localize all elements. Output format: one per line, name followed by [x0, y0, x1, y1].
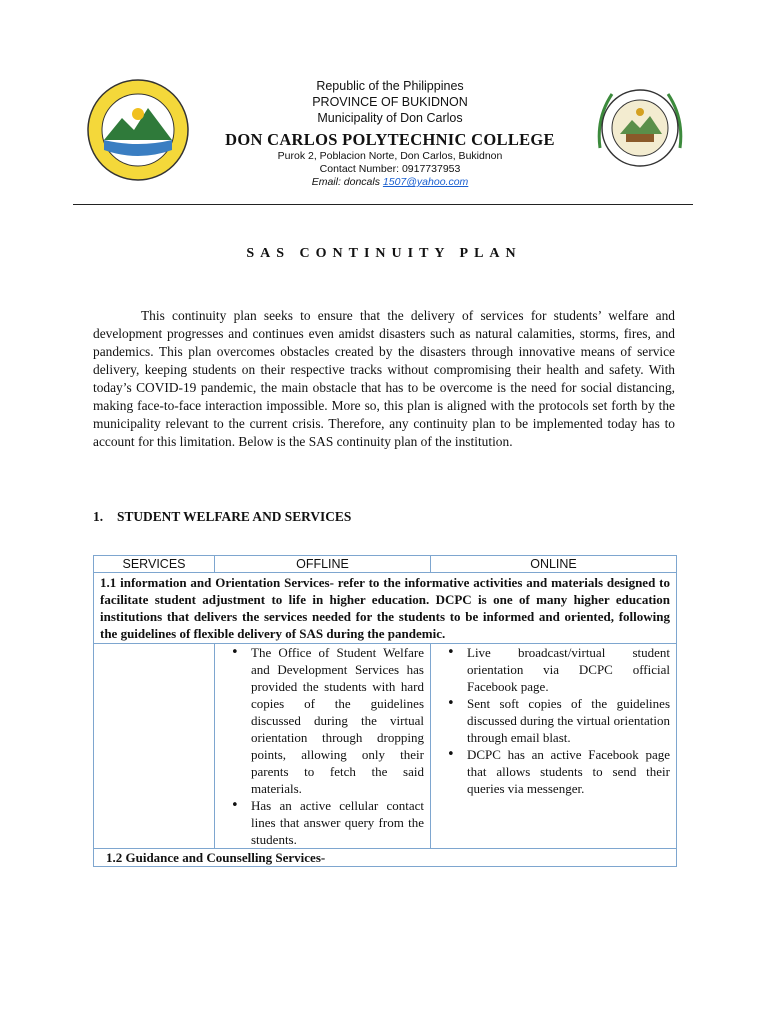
- municipality-line: Municipality of Don Carlos: [317, 111, 463, 125]
- list-item: • DCPC has an active Facebook page that allows students to send their queries via messenger.: [437, 746, 670, 797]
- document-title: SAS CONTINUITY PLAN: [246, 246, 522, 261]
- address-line: Purok 2, Poblacion Norte, Don Carlos, Bukidnon: [277, 150, 503, 162]
- table-header-row: [94, 556, 677, 573]
- country-line: Republic of the Philippines: [316, 79, 464, 93]
- email-link[interactable]: 1507@yahoo.com: [382, 176, 469, 188]
- contact-line: Contact Number: 0917737953: [319, 163, 461, 175]
- offline-cell: [215, 644, 431, 849]
- guidance-heading: 1.2 Guidance and Counselling Services-: [106, 850, 326, 865]
- table-row: [94, 644, 677, 849]
- header-services: SERVICES: [94, 556, 215, 573]
- list-item: • The Office of Student Welfare and Development Services has provided the students with hard copies of the guidelines discussed during the virtual orientation through dropping points, allowing only their parents to fetch the said materials.: [221, 644, 424, 797]
- sas-table: [93, 555, 677, 867]
- province-line: PROVINCE OF BUKIDNON: [312, 95, 468, 109]
- municipality-seal-logo: [86, 78, 190, 182]
- table-row: [94, 573, 677, 644]
- header-online: ONLINE: [431, 556, 677, 573]
- list-item: • Has an active cellular contact lines that answer query from the students.: [221, 797, 424, 848]
- table-row: [94, 849, 677, 867]
- services-cell: [94, 644, 215, 849]
- email-label: Email: doncals: [311, 176, 380, 188]
- college-seal-logo: [590, 78, 690, 178]
- list-item: • Live broadcast/virtual student orientation via DCPC official Facebook page.: [437, 644, 670, 695]
- section-heading: [93, 509, 351, 525]
- section-number: 1.: [93, 509, 104, 524]
- intro-paragraph: This continuity plan seeks to ensure that the delivery of services for students’ welfare and development progresses and continues even amidst disasters such as natural calamities, storms, fires, and pandemics. This plan overcomes obstacles created by the disasters through innovative means of service delivery, keeping students on their respective tracks without compromising their health and safety. With today’s COVID-19 pandemic, the main obstacle that has to be overcome is the need for social distancing, making face-to-face interaction impossible. More so, this plan is aligned with the protocols set forth by the municipality relevant to the current crisis. Therefore, any continuity plan to be implemented today has to account for this limitation. Below is the SAS continuity plan of the institution.: [93, 308, 675, 449]
- section-title: STUDENT WELFARE AND SERVICES: [117, 509, 352, 524]
- header-divider: [73, 204, 693, 205]
- email-line: [190, 176, 590, 189]
- college-name: DON CARLOS POLYTECHNIC COLLEGE: [225, 130, 555, 149]
- online-cell: [431, 644, 677, 849]
- header-offline: OFFLINE: [215, 556, 431, 573]
- list-item: • Sent soft copies of the guidelines discussed during the virtual orientation through email blast.: [437, 695, 670, 746]
- service-description: 1.1 information and Orientation Services- refer to the informative activities and materials designed to facilitate student adjustment to life in higher education. DCPC is one of many higher education institutions that delivers the services needed for the students to be informed and oriented, following the guidelines of flexible delivery of SAS during the pandemic.: [100, 575, 670, 641]
